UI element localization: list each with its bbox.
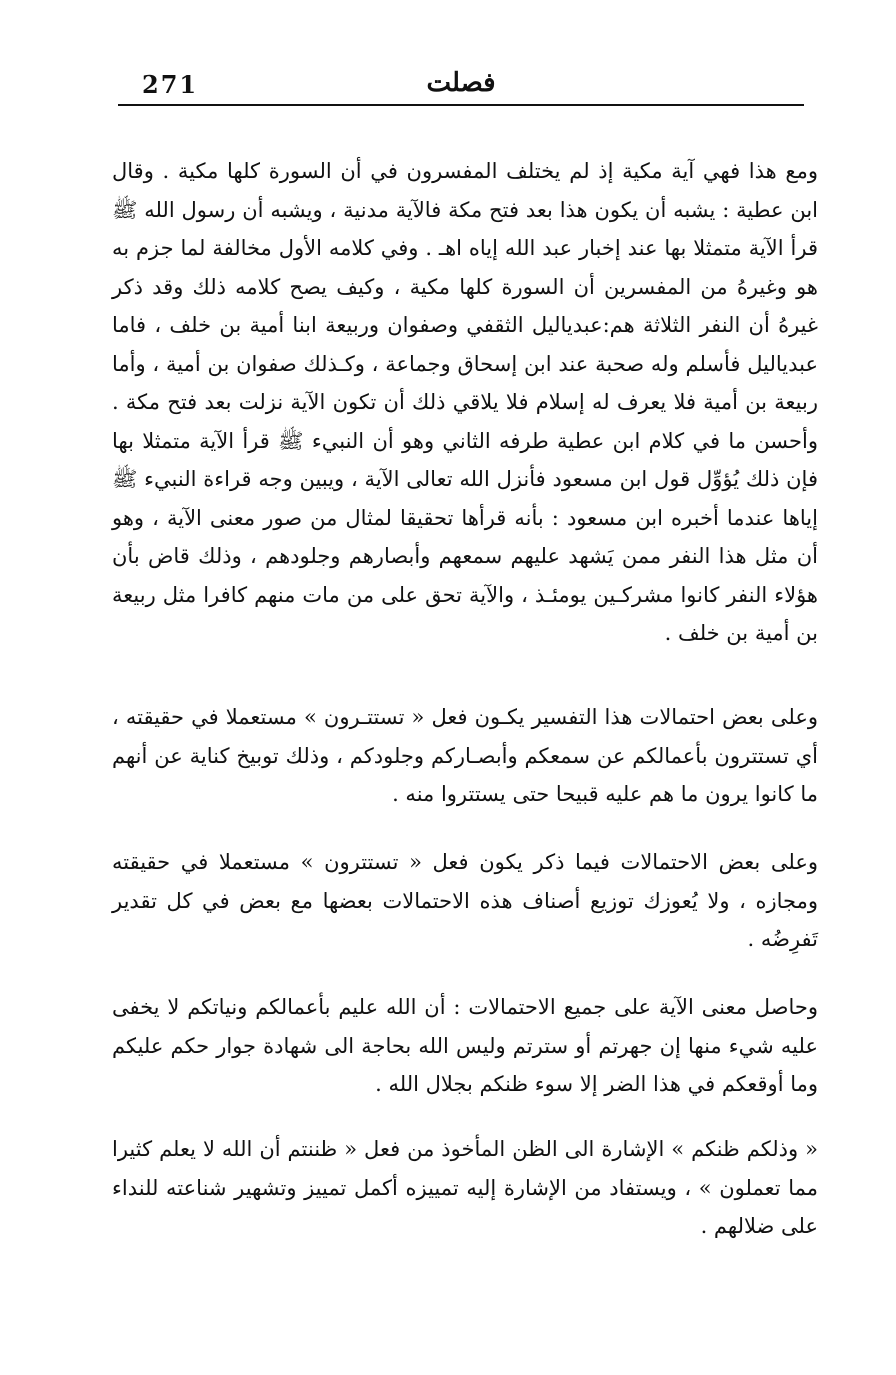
header-rule [118,104,804,106]
page-number: 271 [142,70,199,99]
paragraph: وحاصل معنى الآية على جميع الاحتمالات : أن الله عليم بأعمالكم ونياتكم لا يخفى عليه شيء منها إن جهرتم أو سترتم وليس الله بحاجة الى شهادة جوار حكم عليكم وما أوقعكم في هذا الضر إلا سوء ظنكم بجلال الله . [112,995,819,1096]
paragraph: وعلى بعض الاحتمالات فيما ذكر يكون فعل « تستترون » مستعملا في حقيقته ومجازه ، ولا يُعوزك توزيع أصناف هذه الاحتمالات بعضها مع بعض في كل تقدير تَفرِضُه . [112,850,818,951]
paragraph: ومع هذا فهي آية مكية إذ لم يختلف المفسرون في أن السورة كلها مكية . وقال ابن عطية : يشبه أن يكون هذا بعد فتح مكة فالآية مدنية ، ويشبه أن رسول الله ﷺ قرأ الآية متمثلا بها عند إخبار عبد الله إياه اهـ . وفي كلامه الأول مخالفة لما جزم به هو وغيرهُ من المفسرين أن السورة كلها مكية ، وكيف يصح كلامه ذلك وقد ذكر غيرهُ أن النفر الثلاثة هم:عبدياليل الثقفي وصفوان وربيعة ابنا أمية بن خلف ، فاما عبدياليل فأسلم وله صحبة عند ابن إسحاق وجماعة ، وكـذلك صفوان بن أمية ، وأما ربيعة بن أمية فلا يعرف له إسلام فلا يلاقي ذلك أن تكون الآية نزلت بعد فتح مكة . وأحسن ما في كلام ابن عطية طرفه الثاني وهو أن النبيء ﷺ قرأ الآية متمثلا بها فإن ذلك يُؤوِّل قول ابن مسعود فأنزل الله تعالى الآية ، ويبين وجه قراءة النبيء ﷺ إياها عندما أخبره ابن مسعود : بأنه قرأها تحقيقا لمثال من صور معنى الآية ، وهو أن مثل هذا النفر ممن يَشهد عليهم سمعهم وأبصارهم وجلودهم ، وذلك قاض بأن هؤلاء النفر كانوا مشركـين يومئـذ ، والآية تحق على من مات منهم كافرا مثل ربيعة بن أمية بن خلف . [112,159,818,645]
surah-title: فصلت [426,68,496,98]
running-head [118,66,804,104]
paragraph: وعلى بعض احتمالات هذا التفسير يكـون فعل « تستتـرون » مستعملا في حقيقته ، أي تستترون بأعمالكم عن سمعكم وأبصـاركم وجلودكم ، وذلك توبيخ كناية عن أنهم ما كانوا يرون ما هم عليه قبيحا حتى يستتروا منه . [112,705,818,806]
paragraph: « وذلكم ظنكم » الإشارة الى الظن المأخوذ من فعل « ظننتم أن الله لا يعلم كثيرا مما تعملون » ، ويستفاد من الإشارة إليه تمييزه أكمل تمييز وتشهير شناعته للنداء على ضلالهم . [112,1137,818,1238]
